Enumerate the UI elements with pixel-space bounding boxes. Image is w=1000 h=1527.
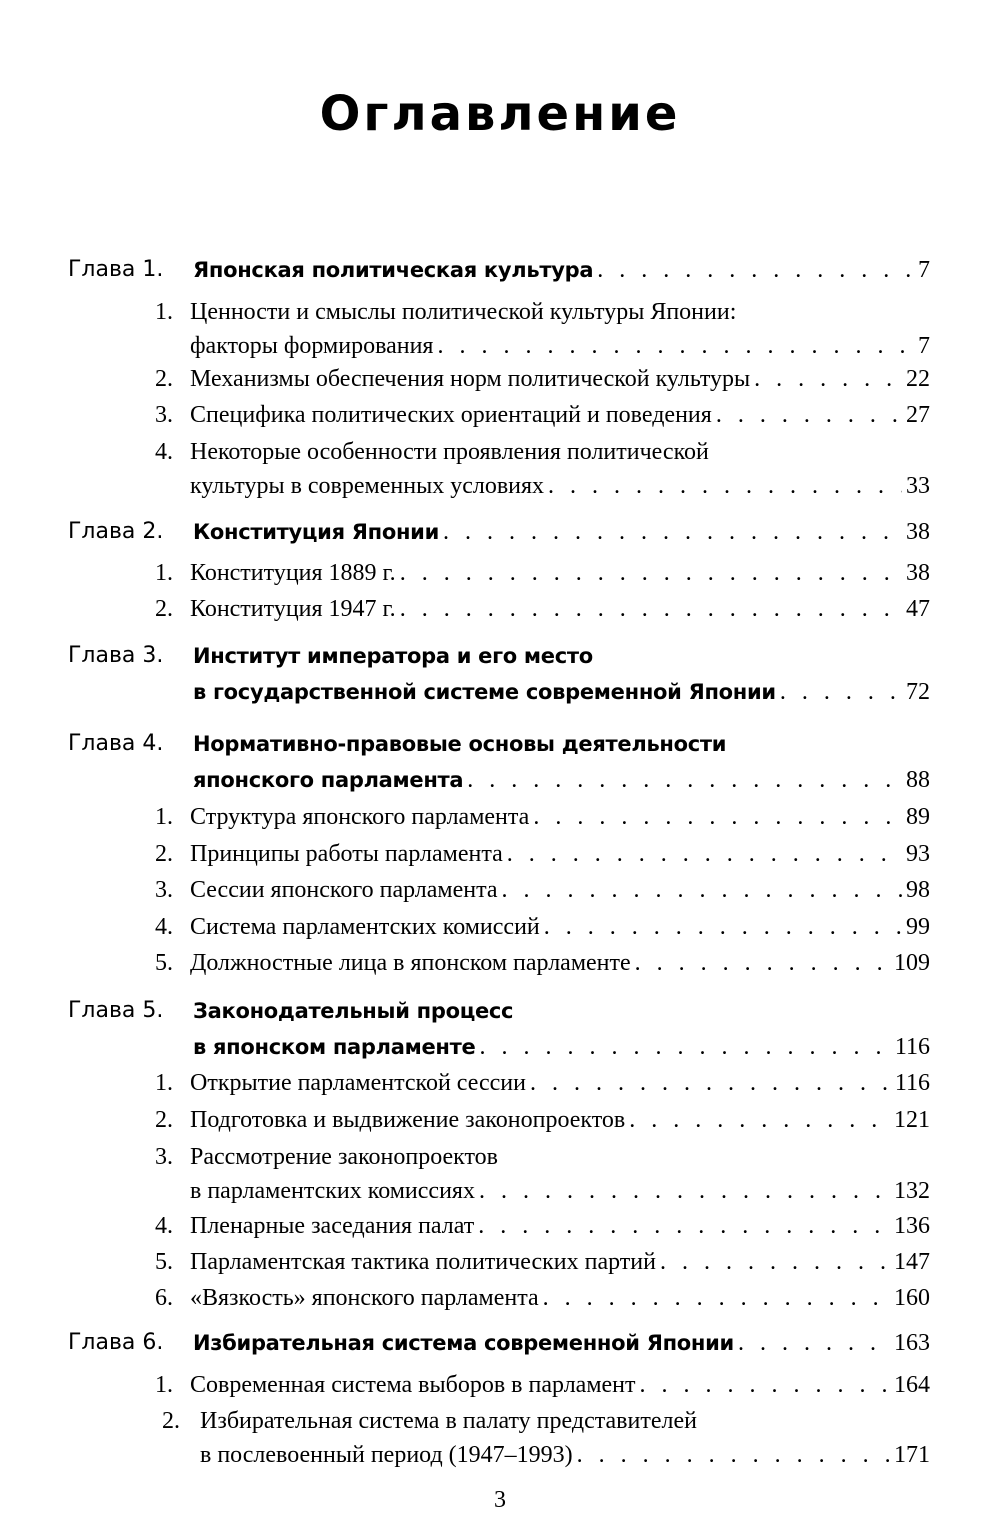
chapter-heading[interactable] bbox=[0, 728, 1000, 760]
chapter-page-number: 7 bbox=[918, 257, 930, 283]
dot-leader bbox=[754, 363, 902, 395]
chapter-title-line bbox=[0, 764, 1000, 796]
section-page-number: 160 bbox=[894, 1285, 930, 1311]
chapter-heading[interactable] bbox=[0, 1327, 1000, 1359]
section-item[interactable] bbox=[0, 363, 1000, 395]
section-number: 1. bbox=[155, 560, 173, 586]
section-number: 2. bbox=[155, 1107, 173, 1133]
chapter-label: Глава 3. bbox=[68, 643, 164, 668]
chapter-title-entry bbox=[193, 1031, 930, 1063]
dot-leader bbox=[437, 330, 914, 362]
chapter-label: Глава 2. bbox=[68, 519, 164, 544]
section-number: 1. bbox=[155, 1372, 173, 1398]
chapter-title-line bbox=[0, 676, 1000, 708]
section-item[interactable] bbox=[0, 911, 1000, 943]
section-item[interactable] bbox=[0, 838, 1000, 870]
section-number: 5. bbox=[155, 950, 173, 976]
section-title-line bbox=[0, 1439, 1000, 1471]
section-page-number: 171 bbox=[894, 1442, 930, 1468]
dot-leader bbox=[738, 1327, 890, 1359]
dot-leader bbox=[502, 874, 902, 906]
chapter-title: Конституция Японии bbox=[193, 520, 440, 544]
section-title-line bbox=[0, 470, 1000, 502]
section-entry bbox=[190, 801, 930, 833]
section-page-number: 109 bbox=[894, 950, 930, 976]
section-page-number: 89 bbox=[906, 804, 930, 830]
section-title: Парламентская тактика политических партий bbox=[190, 1249, 656, 1275]
section-entry bbox=[190, 1067, 930, 1099]
dot-leader bbox=[716, 399, 902, 431]
chapter-title-entry bbox=[193, 1327, 930, 1359]
chapter-title: Законодательный процесс bbox=[193, 999, 514, 1023]
dot-leader bbox=[548, 470, 902, 502]
chapter-page-number: 72 bbox=[906, 679, 930, 705]
section-number: 4. bbox=[155, 439, 173, 465]
dot-leader bbox=[597, 254, 914, 286]
section-item[interactable] bbox=[0, 1210, 1000, 1242]
section-page-number: 33 bbox=[906, 473, 930, 499]
section-page-number: 7 bbox=[918, 333, 930, 359]
section-number: 6. bbox=[155, 1285, 173, 1311]
dot-leader bbox=[640, 1369, 891, 1401]
section-title: Открытие парламентской сессии bbox=[190, 1070, 526, 1096]
section-title: Пленарные заседания палат bbox=[190, 1213, 475, 1239]
section-page-number: 38 bbox=[906, 560, 930, 586]
section-title: Подготовка и выдвижение законопроектов bbox=[190, 1107, 626, 1133]
dot-leader bbox=[400, 557, 902, 589]
section-title: Система парламентских комиссий bbox=[190, 914, 540, 940]
section-entry bbox=[190, 1104, 930, 1136]
chapter-title: Нормативно-правовые основы деятельности bbox=[193, 732, 727, 756]
chapter-heading[interactable] bbox=[0, 516, 1000, 548]
chapter-label: Глава 5. bbox=[68, 998, 164, 1023]
section-number: 5. bbox=[155, 1249, 173, 1275]
section-number: 2. bbox=[155, 366, 173, 392]
dot-leader bbox=[543, 1282, 890, 1314]
section-page-number: 147 bbox=[894, 1249, 930, 1275]
section-item[interactable] bbox=[0, 1246, 1000, 1278]
section-entry bbox=[190, 947, 930, 979]
section-item[interactable] bbox=[0, 1282, 1000, 1314]
section-item[interactable] bbox=[0, 874, 1000, 906]
chapter-title: Японская политическая культура bbox=[193, 258, 594, 282]
section-title: «Вязкость» японского парламента bbox=[190, 1285, 539, 1311]
chapter-page-number: 38 bbox=[906, 519, 930, 545]
section-item[interactable] bbox=[0, 1405, 1000, 1437]
section-number: 1. bbox=[155, 1070, 173, 1096]
chapter-heading[interactable] bbox=[0, 254, 1000, 286]
section-number: 3. bbox=[155, 1144, 173, 1170]
section-entry bbox=[190, 593, 930, 625]
section-title-line bbox=[0, 330, 1000, 362]
section-number: 1. bbox=[155, 804, 173, 830]
dot-leader bbox=[530, 1067, 891, 1099]
dot-leader bbox=[467, 764, 902, 796]
section-page-number: 47 bbox=[906, 596, 930, 622]
section-page-number: 27 bbox=[906, 402, 930, 428]
dot-leader bbox=[629, 1104, 890, 1136]
section-entry bbox=[190, 838, 930, 870]
section-entry bbox=[190, 1282, 930, 1314]
section-entry bbox=[190, 1210, 930, 1242]
section-title: Некоторые особенности проявления политической bbox=[190, 439, 709, 465]
section-item[interactable] bbox=[0, 296, 1000, 328]
dot-leader bbox=[544, 911, 902, 943]
dot-leader bbox=[478, 1210, 890, 1242]
section-number: 2. bbox=[155, 596, 173, 622]
section-item[interactable] bbox=[0, 801, 1000, 833]
section-title: Должностные лица в японском парламенте bbox=[190, 950, 631, 976]
section-page-number: 99 bbox=[906, 914, 930, 940]
section-title: Рассмотрение законопроектов bbox=[190, 1144, 499, 1170]
section-entry bbox=[190, 557, 930, 589]
section-page-number: 121 bbox=[894, 1107, 930, 1133]
section-title: Избирательная система в палату представителей bbox=[200, 1408, 697, 1434]
chapter-title: Избирательная система современной Японии bbox=[193, 1331, 734, 1355]
section-title: Структура японского парламента bbox=[190, 804, 530, 830]
section-entry bbox=[200, 1439, 930, 1471]
chapter-heading[interactable] bbox=[0, 640, 1000, 672]
dot-leader bbox=[507, 838, 902, 870]
section-title: факторы формирования bbox=[190, 333, 434, 359]
chapter-title-line bbox=[0, 1031, 1000, 1063]
section-entry bbox=[190, 1246, 930, 1278]
dot-leader bbox=[635, 947, 890, 979]
section-entry bbox=[190, 399, 930, 431]
chapter-page-number: 116 bbox=[894, 1034, 930, 1060]
section-number: 4. bbox=[155, 1213, 173, 1239]
section-title: Конституция 1947 г. bbox=[190, 596, 396, 622]
chapter-label: Глава 4. bbox=[68, 731, 164, 756]
dot-leader bbox=[479, 1175, 890, 1207]
chapter-page-number: 163 bbox=[894, 1330, 930, 1356]
section-title: Сессии японского парламента bbox=[190, 877, 498, 903]
dot-leader bbox=[660, 1246, 890, 1278]
section-page-number: 132 bbox=[894, 1178, 930, 1204]
section-page-number: 22 bbox=[906, 366, 930, 392]
dot-leader bbox=[780, 676, 902, 708]
chapter-heading[interactable] bbox=[0, 995, 1000, 1027]
section-title: Принципы работы парламента bbox=[190, 841, 503, 867]
section-number: 3. bbox=[155, 877, 173, 903]
section-number: 2. bbox=[155, 841, 173, 867]
section-item[interactable] bbox=[0, 436, 1000, 468]
chapter-title: Институт императора и его место bbox=[193, 644, 593, 668]
section-page-number: 116 bbox=[894, 1070, 930, 1096]
section-page-number: 93 bbox=[906, 841, 930, 867]
section-item[interactable] bbox=[0, 593, 1000, 625]
chapter-page-number: 88 bbox=[906, 767, 930, 793]
dot-leader bbox=[479, 1031, 890, 1063]
section-number: 3. bbox=[155, 402, 173, 428]
section-item[interactable] bbox=[0, 557, 1000, 589]
dot-leader bbox=[400, 593, 902, 625]
chapter-title-entry bbox=[193, 254, 930, 286]
chapter-title: в японском парламенте bbox=[193, 1035, 476, 1059]
chapter-title: в государственной системе современной Японии bbox=[193, 680, 776, 704]
section-title: в послевоенный период (1947–1993) bbox=[200, 1442, 573, 1468]
section-title: в парламентских комиссиях bbox=[190, 1178, 475, 1204]
chapter-title: японского парламента bbox=[193, 768, 464, 792]
dot-leader bbox=[443, 516, 902, 548]
section-entry bbox=[190, 874, 930, 906]
dot-leader bbox=[577, 1439, 890, 1471]
section-entry bbox=[190, 911, 930, 943]
chapter-title-entry bbox=[193, 764, 930, 796]
section-title: Современная система выборов в парламент bbox=[190, 1372, 636, 1398]
section-number: 1. bbox=[155, 299, 173, 325]
page-number: 3 bbox=[494, 1487, 506, 1513]
chapter-title-entry bbox=[193, 516, 930, 548]
section-page-number: 98 bbox=[906, 877, 930, 903]
section-item[interactable] bbox=[0, 1104, 1000, 1136]
section-entry bbox=[190, 1175, 930, 1207]
section-entry bbox=[190, 470, 930, 502]
section-number: 2. bbox=[162, 1408, 180, 1434]
section-number: 4. bbox=[155, 914, 173, 940]
section-item[interactable] bbox=[0, 1141, 1000, 1173]
section-entry bbox=[190, 1369, 930, 1401]
section-entry bbox=[190, 363, 930, 395]
section-title: культуры в современных условиях bbox=[190, 473, 545, 499]
chapter-label: Глава 1. bbox=[68, 257, 164, 282]
section-title: Ценности и смыслы политической культуры Японии: bbox=[190, 299, 737, 325]
chapter-label: Глава 6. bbox=[68, 1330, 164, 1355]
section-item[interactable] bbox=[0, 399, 1000, 431]
chapter-title-entry bbox=[193, 676, 930, 708]
section-title: Конституция 1889 г. bbox=[190, 560, 396, 586]
page-title: Оглавление bbox=[319, 86, 681, 142]
section-item[interactable] bbox=[0, 1369, 1000, 1401]
section-title: Специфика политических ориентаций и поведения bbox=[190, 402, 712, 428]
section-item[interactable] bbox=[0, 947, 1000, 979]
section-page-number: 136 bbox=[894, 1213, 930, 1239]
section-title: Механизмы обеспечения норм политической культуры bbox=[190, 366, 751, 392]
section-page-number: 164 bbox=[894, 1372, 930, 1398]
section-title-line bbox=[0, 1175, 1000, 1207]
section-item[interactable] bbox=[0, 1067, 1000, 1099]
dot-leader bbox=[533, 801, 902, 833]
section-entry bbox=[190, 330, 930, 362]
